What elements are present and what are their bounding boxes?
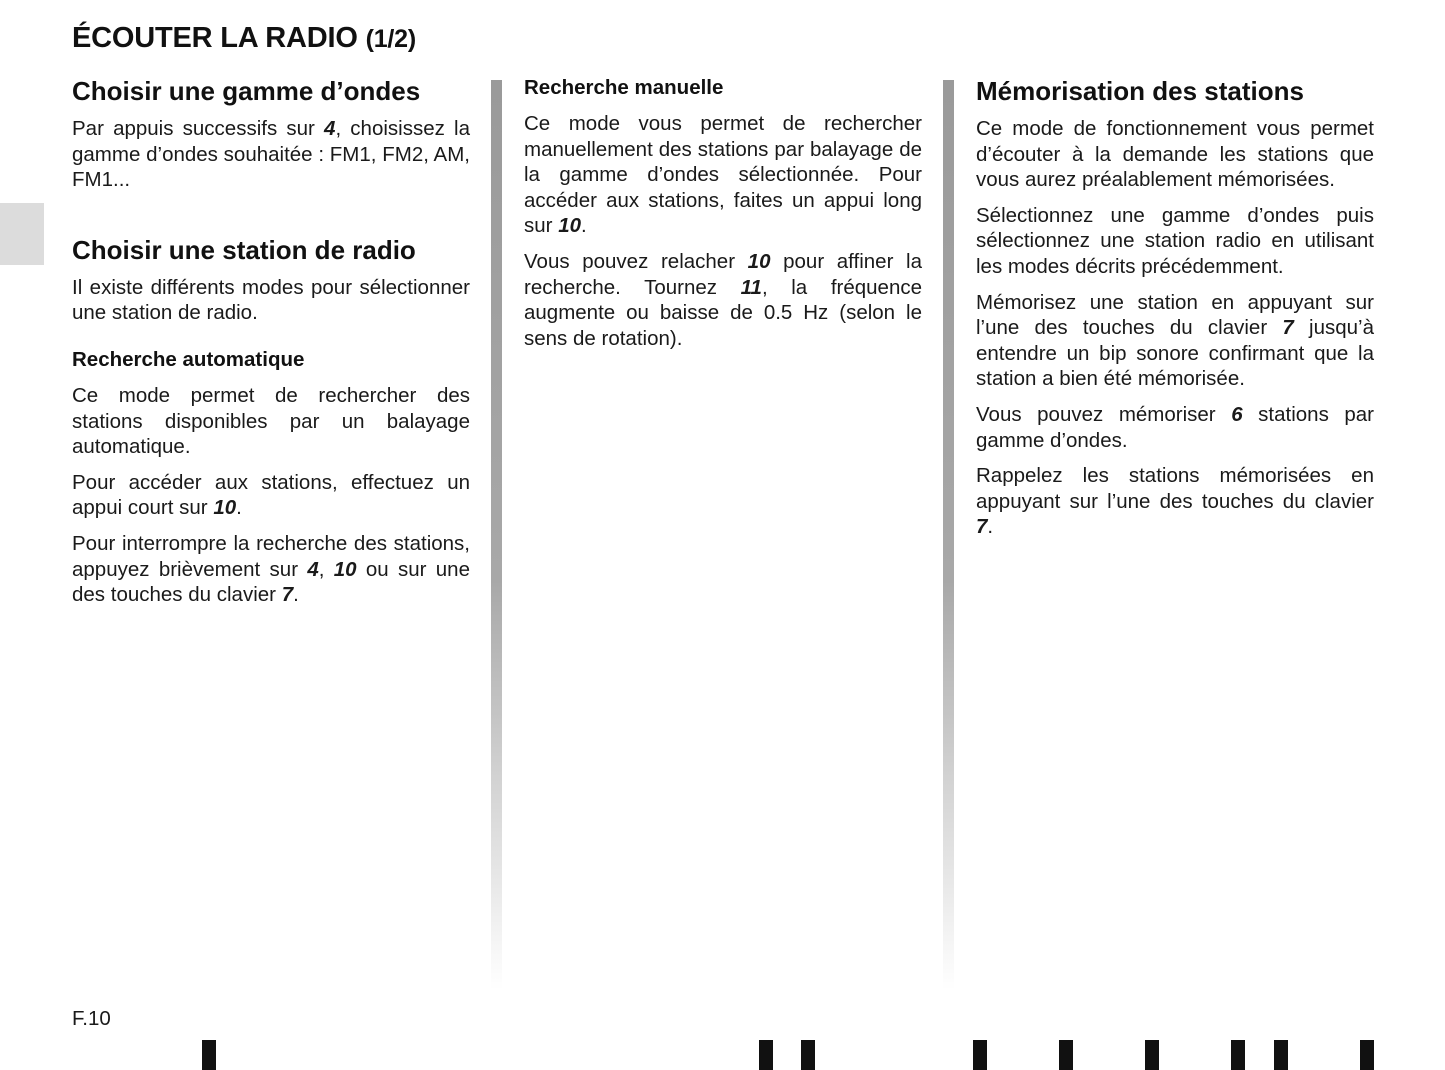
paragraph-manual-search: Ce mode vous permet de rechercher manuellement des stations par balayage de la gamme d’ondes sélectionnée. Pour accéder aux stations, faites un appui long sur 10. — [524, 112, 922, 238]
paragraph-recall-stations: Rappelez les stations mémorisées en appuyant sur l’une des touches du clavier 7. — [976, 464, 1374, 539]
key-ref-7: 7 — [1282, 316, 1294, 340]
column-divider — [943, 80, 954, 990]
paragraph-auto-search: Ce mode permet de rechercher des stations disponibles par un balayage automatique. — [72, 383, 470, 459]
page-title-part: (1/2) — [365, 25, 416, 53]
paragraph-wave-band: Par appuis successifs sur 4, choisissez la gamme d’ondes souhaitée : FM1, FM2, AM, FM1... — [72, 117, 470, 192]
key-ref-4: 4 — [307, 557, 319, 581]
key-ref-10: 10 — [558, 214, 581, 238]
paragraph-interrupt-search: Pour interrompre la recherche des stations, appuyez brièvement sur 4, 10 ou sur une des touches du clavier 7. — [72, 531, 470, 607]
print-mark — [1059, 1040, 1073, 1070]
print-mark — [1145, 1040, 1159, 1070]
page-title — [72, 22, 416, 55]
paragraph-refine-search: Vous pouvez relacher 10 pour affiner la recherche. Tournez 11, la fréquence augmente ou baisse de 0.5 Hz (selon le sens de rotation). — [524, 249, 922, 350]
key-ref-11: 11 — [740, 275, 762, 299]
heading-radio-station: Choisir une station de radio — [72, 234, 416, 265]
print-mark — [973, 1040, 987, 1070]
heading-wave-band: Choisir une gamme d’ondes — [72, 76, 421, 106]
print-mark — [202, 1040, 216, 1070]
print-mark — [759, 1040, 773, 1070]
subheading-manual-search: Recherche manuelle — [524, 76, 724, 99]
column-divider — [491, 80, 502, 990]
key-ref-10: 10 — [213, 496, 237, 520]
print-mark — [801, 1040, 815, 1070]
key-ref-10: 10 — [747, 249, 771, 273]
column-middle — [524, 76, 922, 361]
key-ref-10: 10 — [333, 557, 357, 581]
column-left — [72, 76, 470, 618]
paragraph-memory-count: Vous pouvez mémoriser 6 stations par gamme d’ondes. — [976, 402, 1375, 452]
paragraph-modes-intro: Il existe différents modes pour sélectionner une station de radio. — [72, 275, 470, 325]
memory-count: 6 — [1231, 402, 1243, 426]
heading-station-memory: Mémorisation des stations — [976, 76, 1304, 106]
key-ref-4: 4 — [324, 117, 336, 140]
subheading-automatic-search: Recherche automatique — [72, 347, 305, 371]
paragraph-store-station: Mémorisez une station en appuyant sur l’une des touches du clavier 7 jusqu’à entendre un bip sonore confirmant que la station a bien été mémorisée. — [976, 290, 1374, 391]
chapter-tab — [0, 203, 44, 265]
page-number: F.10 — [72, 1007, 111, 1030]
paragraph-access-stations: Pour accéder aux stations, effectuez un appui court sur 10. — [72, 470, 470, 520]
paragraph-select-station: Sélectionnez une gamme d’ondes puis sélectionnez une station radio en utilisant les modes décrits précédemment. — [976, 203, 1374, 278]
print-mark — [1231, 1040, 1245, 1070]
column-right — [976, 76, 1374, 550]
print-mark — [1274, 1040, 1288, 1070]
print-mark — [1360, 1040, 1374, 1070]
paragraph-memory-intro: Ce mode de fonctionnement vous permet d’écouter à la demande les stations que vous aurez préalablement mémorisées. — [976, 117, 1374, 192]
key-ref-7: 7 — [976, 515, 988, 539]
page-title-text: ÉCOUTER LA RADIO — [72, 22, 358, 54]
key-ref-7: 7 — [281, 583, 294, 607]
